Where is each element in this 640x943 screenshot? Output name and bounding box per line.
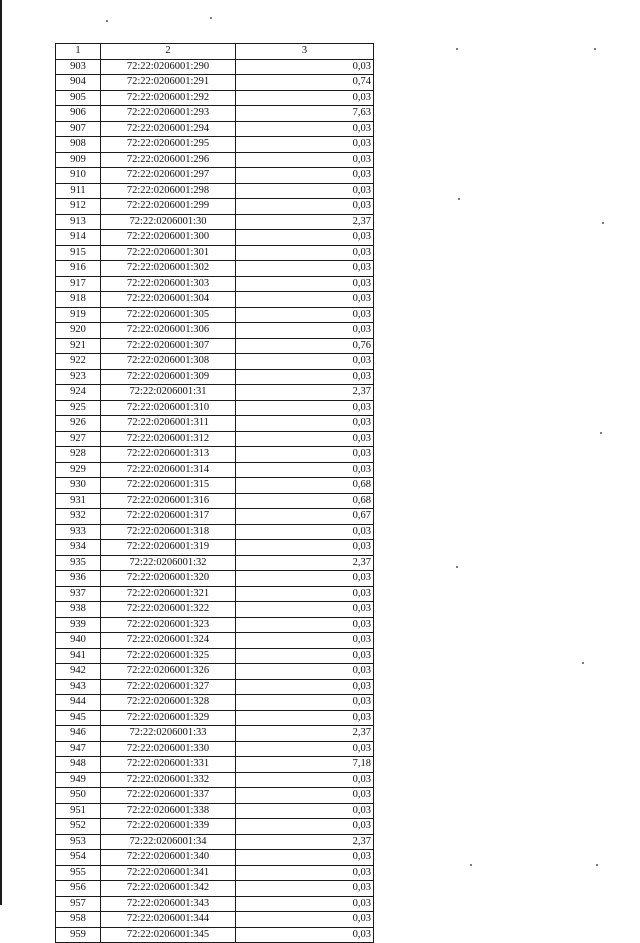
row-number: 959 [56, 927, 101, 943]
row-number: 938 [56, 602, 101, 618]
table-row [56, 912, 374, 928]
table-row [56, 757, 374, 773]
cadastral-number: 72:22:0206001:32 [101, 555, 236, 571]
row-number: 910 [56, 168, 101, 184]
row-number: 936 [56, 571, 101, 587]
row-number: 955 [56, 865, 101, 881]
row-number: 953 [56, 834, 101, 850]
row-value: 0,03 [236, 679, 374, 695]
row-number: 912 [56, 199, 101, 215]
cadastral-number: 72:22:0206001:323 [101, 617, 236, 633]
table-row [56, 245, 374, 261]
row-value: 0,03 [236, 648, 374, 664]
cadastral-number: 72:22:0206001:332 [101, 772, 236, 788]
cadastral-number: 72:22:0206001:327 [101, 679, 236, 695]
row-number: 918 [56, 292, 101, 308]
cadastral-number: 72:22:0206001:290 [101, 59, 236, 75]
row-number: 915 [56, 245, 101, 261]
cadastral-number: 72:22:0206001:317 [101, 509, 236, 525]
row-number: 949 [56, 772, 101, 788]
table-row [56, 710, 374, 726]
row-number: 928 [56, 447, 101, 463]
row-number: 946 [56, 726, 101, 742]
cadastral-number: 72:22:0206001:338 [101, 803, 236, 819]
table-row [56, 478, 374, 494]
table-row [56, 106, 374, 122]
table-row [56, 261, 374, 277]
row-value: 0,03 [236, 865, 374, 881]
cadastral-number: 72:22:0206001:321 [101, 586, 236, 602]
row-value: 0,03 [236, 416, 374, 432]
cadastral-number: 72:22:0206001:319 [101, 540, 236, 556]
cadastral-number: 72:22:0206001:306 [101, 323, 236, 339]
row-number: 908 [56, 137, 101, 153]
cadastral-table [55, 43, 374, 943]
table-row [56, 90, 374, 106]
row-number: 954 [56, 850, 101, 866]
row-number: 920 [56, 323, 101, 339]
row-number: 917 [56, 276, 101, 292]
cadastral-number: 72:22:0206001:339 [101, 819, 236, 835]
table-row [56, 571, 374, 587]
cadastral-number: 72:22:0206001:295 [101, 137, 236, 153]
table-row [56, 772, 374, 788]
row-value: 0,03 [236, 633, 374, 649]
row-number: 929 [56, 462, 101, 478]
row-number: 904 [56, 75, 101, 91]
scan-speck [600, 432, 602, 434]
row-value: 0,03 [236, 230, 374, 246]
row-value: 0,03 [236, 431, 374, 447]
cadastral-number: 72:22:0206001:330 [101, 741, 236, 757]
row-value: 2,37 [236, 834, 374, 850]
cadastral-number: 72:22:0206001:312 [101, 431, 236, 447]
cadastral-number: 72:22:0206001:318 [101, 524, 236, 540]
row-number: 941 [56, 648, 101, 664]
table-row [56, 741, 374, 757]
row-value: 0,03 [236, 447, 374, 463]
row-number: 909 [56, 152, 101, 168]
table-row [56, 121, 374, 137]
row-number: 957 [56, 896, 101, 912]
row-value: 0,03 [236, 137, 374, 153]
table-row [56, 385, 374, 401]
scan-speck [456, 48, 458, 50]
table-row [56, 726, 374, 742]
table-row [56, 617, 374, 633]
table-row [56, 323, 374, 339]
cadastral-number: 72:22:0206001:294 [101, 121, 236, 137]
table-row [56, 927, 374, 943]
cadastral-number: 72:22:0206001:301 [101, 245, 236, 261]
cadastral-number: 72:22:0206001:316 [101, 493, 236, 509]
scan-speck [582, 662, 584, 664]
table-row [56, 230, 374, 246]
cadastral-number: 72:22:0206001:33 [101, 726, 236, 742]
row-value: 0,03 [236, 245, 374, 261]
table-row [56, 447, 374, 463]
cadastral-number: 72:22:0206001:326 [101, 664, 236, 680]
cadastral-number: 72:22:0206001:315 [101, 478, 236, 494]
row-value: 0,03 [236, 664, 374, 680]
table-row [56, 679, 374, 695]
cadastral-number: 72:22:0206001:325 [101, 648, 236, 664]
cadastral-number: 72:22:0206001:331 [101, 757, 236, 773]
row-value: 7,63 [236, 106, 374, 122]
table-row [56, 59, 374, 75]
cadastral-number: 72:22:0206001:329 [101, 710, 236, 726]
row-value: 0,03 [236, 819, 374, 835]
table-row [56, 168, 374, 184]
cadastral-number: 72:22:0206001:314 [101, 462, 236, 478]
row-value: 0,03 [236, 586, 374, 602]
row-number: 923 [56, 369, 101, 385]
table-row [56, 338, 374, 354]
cadastral-number: 72:22:0206001:341 [101, 865, 236, 881]
row-value: 0,03 [236, 59, 374, 75]
row-number: 925 [56, 400, 101, 416]
row-number: 950 [56, 788, 101, 804]
scan-speck [594, 48, 596, 50]
table-row [56, 75, 374, 91]
row-number: 944 [56, 695, 101, 711]
cadastral-number: 72:22:0206001:303 [101, 276, 236, 292]
row-value: 0,03 [236, 695, 374, 711]
table-row [56, 633, 374, 649]
cadastral-number: 72:22:0206001:304 [101, 292, 236, 308]
row-value: 0,03 [236, 850, 374, 866]
row-value: 0,03 [236, 803, 374, 819]
table-row [56, 183, 374, 199]
table-row [56, 540, 374, 556]
row-value: 0,03 [236, 772, 374, 788]
row-number: 956 [56, 881, 101, 897]
table-row [56, 850, 374, 866]
scan-speck [106, 20, 108, 22]
row-value: 0,03 [236, 369, 374, 385]
cadastral-number: 72:22:0206001:297 [101, 168, 236, 184]
row-value: 0,03 [236, 307, 374, 323]
table-row [56, 369, 374, 385]
row-value: 0,03 [236, 896, 374, 912]
table-row [56, 509, 374, 525]
row-value: 0,03 [236, 524, 374, 540]
table-row [56, 152, 374, 168]
row-value: 0,03 [236, 741, 374, 757]
column-header-3: 3 [236, 44, 374, 60]
scan-speck [210, 17, 212, 19]
row-number: 933 [56, 524, 101, 540]
table-row [56, 648, 374, 664]
cadastral-number: 72:22:0206001:342 [101, 881, 236, 897]
row-number: 913 [56, 214, 101, 230]
table-row [56, 803, 374, 819]
scan-speck [602, 222, 604, 224]
table-row [56, 881, 374, 897]
row-value: 2,37 [236, 726, 374, 742]
cadastral-number: 72:22:0206001:308 [101, 354, 236, 370]
cadastral-number: 72:22:0206001:299 [101, 199, 236, 215]
table-row [56, 524, 374, 540]
table-body [56, 59, 374, 943]
table-row [56, 137, 374, 153]
row-value: 0,03 [236, 400, 374, 416]
row-value: 0,03 [236, 602, 374, 618]
table-row [56, 354, 374, 370]
row-value: 0,74 [236, 75, 374, 91]
row-value: 0,03 [236, 323, 374, 339]
table-row [56, 276, 374, 292]
table-row [56, 695, 374, 711]
table-row [56, 664, 374, 680]
row-number: 922 [56, 354, 101, 370]
row-number: 932 [56, 509, 101, 525]
cadastral-number: 72:22:0206001:305 [101, 307, 236, 323]
cadastral-number: 72:22:0206001:343 [101, 896, 236, 912]
row-value: 0,03 [236, 571, 374, 587]
table-row [56, 400, 374, 416]
scan-speck [470, 864, 472, 866]
row-value: 0,68 [236, 493, 374, 509]
cadastral-number: 72:22:0206001:307 [101, 338, 236, 354]
table-row [56, 199, 374, 215]
row-value: 0,03 [236, 927, 374, 943]
table-row [56, 416, 374, 432]
row-number: 939 [56, 617, 101, 633]
row-number: 919 [56, 307, 101, 323]
cadastral-number: 72:22:0206001:302 [101, 261, 236, 277]
cadastral-number: 72:22:0206001:292 [101, 90, 236, 106]
row-value: 0,03 [236, 540, 374, 556]
cadastral-number: 72:22:0206001:320 [101, 571, 236, 587]
row-number: 935 [56, 555, 101, 571]
cadastral-number: 72:22:0206001:328 [101, 695, 236, 711]
row-value: 0,03 [236, 462, 374, 478]
row-number: 952 [56, 819, 101, 835]
row-number: 947 [56, 741, 101, 757]
row-value: 0,03 [236, 121, 374, 137]
table-row [56, 431, 374, 447]
row-value: 0,03 [236, 199, 374, 215]
table-row [56, 896, 374, 912]
row-value: 0,03 [236, 617, 374, 633]
table-row [56, 214, 374, 230]
row-value: 0,03 [236, 168, 374, 184]
row-number: 911 [56, 183, 101, 199]
row-number: 916 [56, 261, 101, 277]
row-number: 905 [56, 90, 101, 106]
row-value: 0,03 [236, 261, 374, 277]
row-number: 951 [56, 803, 101, 819]
column-header-1: 1 [56, 44, 101, 60]
row-number: 914 [56, 230, 101, 246]
row-number: 958 [56, 912, 101, 928]
cadastral-number: 72:22:0206001:30 [101, 214, 236, 230]
cadastral-number: 72:22:0206001:345 [101, 927, 236, 943]
row-number: 930 [56, 478, 101, 494]
cadastral-number: 72:22:0206001:340 [101, 850, 236, 866]
row-number: 931 [56, 493, 101, 509]
row-value: 0,03 [236, 90, 374, 106]
table-row [56, 819, 374, 835]
table-row [56, 865, 374, 881]
row-value: 0,03 [236, 881, 374, 897]
table-row [56, 292, 374, 308]
row-value: 0,03 [236, 354, 374, 370]
row-number: 906 [56, 106, 101, 122]
cadastral-number: 72:22:0206001:324 [101, 633, 236, 649]
table-row [56, 602, 374, 618]
row-number: 942 [56, 664, 101, 680]
table-row [56, 493, 374, 509]
scan-edge [0, 0, 2, 905]
row-value: 0,03 [236, 292, 374, 308]
row-value: 0,03 [236, 276, 374, 292]
row-number: 907 [56, 121, 101, 137]
cadastral-number: 72:22:0206001:293 [101, 106, 236, 122]
row-number: 934 [56, 540, 101, 556]
cadastral-number: 72:22:0206001:34 [101, 834, 236, 850]
row-number: 948 [56, 757, 101, 773]
row-value: 2,37 [236, 214, 374, 230]
row-number: 943 [56, 679, 101, 695]
cadastral-number: 72:22:0206001:337 [101, 788, 236, 804]
row-value: 7,18 [236, 757, 374, 773]
row-number: 921 [56, 338, 101, 354]
table-row [56, 788, 374, 804]
row-number: 940 [56, 633, 101, 649]
row-number: 903 [56, 59, 101, 75]
row-value: 2,37 [236, 555, 374, 571]
cadastral-number: 72:22:0206001:311 [101, 416, 236, 432]
row-number: 937 [56, 586, 101, 602]
row-value: 0,03 [236, 710, 374, 726]
row-number: 924 [56, 385, 101, 401]
row-value: 0,03 [236, 152, 374, 168]
table-row [56, 586, 374, 602]
row-value: 0,68 [236, 478, 374, 494]
row-number: 945 [56, 710, 101, 726]
column-header-2: 2 [101, 44, 236, 60]
row-value: 0,67 [236, 509, 374, 525]
row-value: 0,03 [236, 183, 374, 199]
table-row [56, 555, 374, 571]
table-row [56, 834, 374, 850]
cadastral-number: 72:22:0206001:300 [101, 230, 236, 246]
header-row [56, 44, 374, 60]
table-row [56, 307, 374, 323]
cadastral-number: 72:22:0206001:322 [101, 602, 236, 618]
row-value: 0,03 [236, 912, 374, 928]
cadastral-number: 72:22:0206001:309 [101, 369, 236, 385]
cadastral-number: 72:22:0206001:313 [101, 447, 236, 463]
cadastral-number: 72:22:0206001:344 [101, 912, 236, 928]
scan-speck [456, 566, 458, 568]
cadastral-number: 72:22:0206001:296 [101, 152, 236, 168]
cadastral-number: 72:22:0206001:298 [101, 183, 236, 199]
row-value: 0,03 [236, 788, 374, 804]
scan-speck [458, 198, 460, 200]
row-number: 926 [56, 416, 101, 432]
scan-speck [596, 864, 598, 866]
cadastral-number: 72:22:0206001:31 [101, 385, 236, 401]
row-number: 927 [56, 431, 101, 447]
table-row [56, 462, 374, 478]
cadastral-number: 72:22:0206001:310 [101, 400, 236, 416]
row-value: 2,37 [236, 385, 374, 401]
row-value: 0,76 [236, 338, 374, 354]
cadastral-number: 72:22:0206001:291 [101, 75, 236, 91]
